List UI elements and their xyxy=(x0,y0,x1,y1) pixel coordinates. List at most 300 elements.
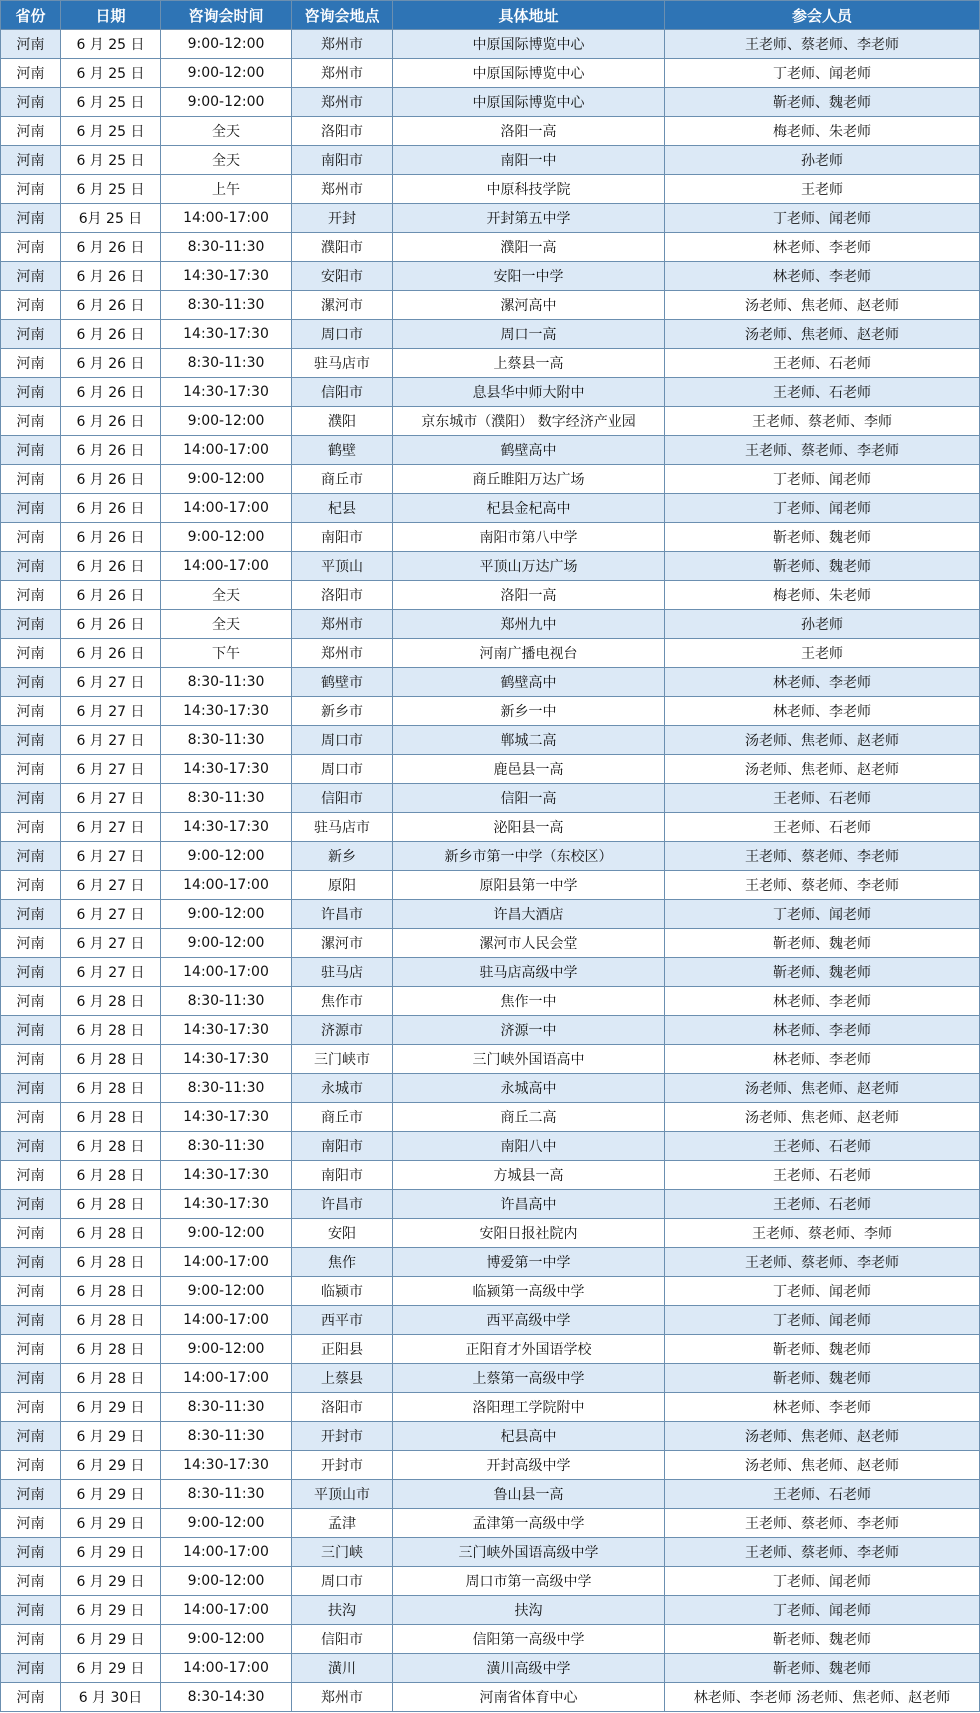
cell-address: 驻马店高级中学 xyxy=(393,958,665,987)
cell-location: 焦作市 xyxy=(292,987,393,1016)
cell-staff: 梅老师、朱老师 xyxy=(665,117,980,146)
cell-location: 郑州市 xyxy=(292,30,393,59)
cell-province: 河南 xyxy=(1,1422,61,1451)
cell-address: 原阳县第一中学 xyxy=(393,871,665,900)
cell-date: 6 月 26 日 xyxy=(61,436,161,465)
cell-time: 9:00-12:00 xyxy=(161,900,292,929)
cell-date: 6 月 27 日 xyxy=(61,871,161,900)
cell-time: 9:00-12:00 xyxy=(161,929,292,958)
cell-date: 6 月 25 日 xyxy=(61,146,161,175)
table-row xyxy=(1,1132,980,1161)
cell-location: 南阳市 xyxy=(292,1161,393,1190)
cell-address: 洛阳一高 xyxy=(393,581,665,610)
cell-time: 9:00-12:00 xyxy=(161,465,292,494)
cell-time: 8:30-11:30 xyxy=(161,1422,292,1451)
cell-province: 河南 xyxy=(1,900,61,929)
cell-staff: 王老师、蔡老师、李老师 xyxy=(665,1538,980,1567)
table-row xyxy=(1,929,980,958)
cell-location: 周口市 xyxy=(292,1567,393,1596)
cell-time: 14:30-17:30 xyxy=(161,1190,292,1219)
cell-staff: 丁老师、闻老师 xyxy=(665,900,980,929)
cell-staff: 林老师、李老师 xyxy=(665,1393,980,1422)
cell-staff: 靳老师、魏老师 xyxy=(665,88,980,117)
cell-location: 驻马店 xyxy=(292,958,393,987)
cell-province: 河南 xyxy=(1,610,61,639)
header-date: 日期 xyxy=(61,1,161,30)
cell-location: 许昌市 xyxy=(292,900,393,929)
cell-time: 8:30-11:30 xyxy=(161,726,292,755)
cell-time: 14:00-17:00 xyxy=(161,958,292,987)
cell-address: 郑州九中 xyxy=(393,610,665,639)
cell-address: 潢川高级中学 xyxy=(393,1654,665,1683)
cell-province: 河南 xyxy=(1,987,61,1016)
cell-province: 河南 xyxy=(1,523,61,552)
cell-staff: 丁老师、闻老师 xyxy=(665,1277,980,1306)
table-row xyxy=(1,552,980,581)
cell-staff: 林老师、李老师 xyxy=(665,262,980,291)
cell-location: 郑州市 xyxy=(292,639,393,668)
cell-time: 14:30-17:30 xyxy=(161,755,292,784)
table-row xyxy=(1,668,980,697)
table-row xyxy=(1,1625,980,1654)
cell-location: 安阳 xyxy=(292,1219,393,1248)
cell-location: 三门峡市 xyxy=(292,1045,393,1074)
table-row xyxy=(1,1480,980,1509)
cell-time: 9:00-12:00 xyxy=(161,1335,292,1364)
cell-time: 9:00-12:00 xyxy=(161,1567,292,1596)
table-row xyxy=(1,349,980,378)
cell-time: 14:00-17:00 xyxy=(161,1654,292,1683)
cell-location: 焦作 xyxy=(292,1248,393,1277)
cell-location: 商丘市 xyxy=(292,465,393,494)
cell-staff: 王老师、石老师 xyxy=(665,378,980,407)
cell-date: 6 月 26 日 xyxy=(61,291,161,320)
cell-address: 焦作一中 xyxy=(393,987,665,1016)
cell-staff: 靳老师、魏老师 xyxy=(665,958,980,987)
cell-address: 鹿邑县一高 xyxy=(393,755,665,784)
table-row xyxy=(1,233,980,262)
cell-staff: 林老师、李老师 xyxy=(665,987,980,1016)
cell-location: 郑州市 xyxy=(292,88,393,117)
cell-date: 6 月 27 日 xyxy=(61,755,161,784)
cell-time: 14:30-17:30 xyxy=(161,813,292,842)
cell-location: 临颍市 xyxy=(292,1277,393,1306)
cell-staff: 汤老师、焦老师、赵老师 xyxy=(665,1074,980,1103)
cell-staff: 梅老师、朱老师 xyxy=(665,581,980,610)
cell-location: 扶沟 xyxy=(292,1596,393,1625)
cell-province: 河南 xyxy=(1,1654,61,1683)
cell-address: 濮阳一高 xyxy=(393,233,665,262)
cell-province: 河南 xyxy=(1,581,61,610)
cell-date: 6 月 26 日 xyxy=(61,639,161,668)
cell-staff: 靳老师、魏老师 xyxy=(665,1364,980,1393)
cell-date: 6 月 26 日 xyxy=(61,407,161,436)
table-row xyxy=(1,1509,980,1538)
cell-province: 河南 xyxy=(1,465,61,494)
cell-time: 9:00-12:00 xyxy=(161,1509,292,1538)
cell-date: 6 月 25 日 xyxy=(61,117,161,146)
cell-province: 河南 xyxy=(1,407,61,436)
cell-date: 6 月 25 日 xyxy=(61,175,161,204)
cell-time: 8:30-11:30 xyxy=(161,349,292,378)
table-row xyxy=(1,175,980,204)
cell-date: 6 月 26 日 xyxy=(61,349,161,378)
cell-province: 河南 xyxy=(1,697,61,726)
cell-address: 中原科技学院 xyxy=(393,175,665,204)
cell-date: 6 月 27 日 xyxy=(61,842,161,871)
cell-staff: 王老师、石老师 xyxy=(665,784,980,813)
cell-address: 正阳育才外国语学校 xyxy=(393,1335,665,1364)
table-row xyxy=(1,146,980,175)
cell-time: 9:00-12:00 xyxy=(161,523,292,552)
table-row xyxy=(1,30,980,59)
cell-province: 河南 xyxy=(1,871,61,900)
cell-staff: 靳老师、魏老师 xyxy=(665,1654,980,1683)
cell-province: 河南 xyxy=(1,436,61,465)
cell-time: 8:30-11:30 xyxy=(161,1132,292,1161)
cell-address: 周口市第一高级中学 xyxy=(393,1567,665,1596)
table-row xyxy=(1,1364,980,1393)
table-row xyxy=(1,1190,980,1219)
table-row xyxy=(1,1335,980,1364)
cell-time: 全天 xyxy=(161,581,292,610)
cell-time: 9:00-12:00 xyxy=(161,407,292,436)
cell-province: 河南 xyxy=(1,204,61,233)
cell-location: 驻马店市 xyxy=(292,349,393,378)
cell-date: 6 月 27 日 xyxy=(61,726,161,755)
cell-province: 河南 xyxy=(1,88,61,117)
header-address: 具体地址 xyxy=(393,1,665,30)
cell-date: 6 月 26 日 xyxy=(61,610,161,639)
cell-date: 6 月 28 日 xyxy=(61,1277,161,1306)
cell-province: 河南 xyxy=(1,1219,61,1248)
cell-date: 6 月 25 日 xyxy=(61,30,161,59)
cell-location: 永城市 xyxy=(292,1074,393,1103)
cell-staff: 丁老师、闻老师 xyxy=(665,465,980,494)
cell-date: 6 月 26 日 xyxy=(61,262,161,291)
cell-staff: 王老师、蔡老师、李老师 xyxy=(665,871,980,900)
cell-province: 河南 xyxy=(1,726,61,755)
cell-province: 河南 xyxy=(1,30,61,59)
cell-time: 8:30-11:30 xyxy=(161,291,292,320)
table-row xyxy=(1,204,980,233)
cell-address: 开封第五中学 xyxy=(393,204,665,233)
cell-date: 6 月 28 日 xyxy=(61,1190,161,1219)
table-row xyxy=(1,1538,980,1567)
cell-location: 濮阳 xyxy=(292,407,393,436)
table-row xyxy=(1,1074,980,1103)
cell-time: 14:00-17:00 xyxy=(161,1306,292,1335)
cell-date: 6 月 28 日 xyxy=(61,1306,161,1335)
cell-province: 河南 xyxy=(1,378,61,407)
cell-province: 河南 xyxy=(1,1248,61,1277)
cell-location: 上蔡县 xyxy=(292,1364,393,1393)
cell-date: 6 月 26 日 xyxy=(61,378,161,407)
table-row xyxy=(1,1393,980,1422)
cell-location: 正阳县 xyxy=(292,1335,393,1364)
cell-location: 漯河市 xyxy=(292,929,393,958)
cell-time: 14:00-17:00 xyxy=(161,1248,292,1277)
cell-province: 河南 xyxy=(1,1045,61,1074)
cell-province: 河南 xyxy=(1,1190,61,1219)
table-row xyxy=(1,755,980,784)
cell-address: 洛阳一高 xyxy=(393,117,665,146)
cell-location: 平顶山市 xyxy=(292,1480,393,1509)
cell-location: 开封市 xyxy=(292,1451,393,1480)
table-row xyxy=(1,1451,980,1480)
cell-location: 鹤壁市 xyxy=(292,668,393,697)
cell-staff: 林老师、李老师 xyxy=(665,1045,980,1074)
cell-province: 河南 xyxy=(1,1567,61,1596)
table-body xyxy=(1,30,980,1712)
cell-date: 6 月 27 日 xyxy=(61,668,161,697)
cell-date: 6 月 28 日 xyxy=(61,1045,161,1074)
cell-time: 8:30-11:30 xyxy=(161,987,292,1016)
cell-date: 6 月 29 日 xyxy=(61,1451,161,1480)
cell-date: 6 月 28 日 xyxy=(61,1248,161,1277)
cell-staff: 丁老师、闻老师 xyxy=(665,1306,980,1335)
cell-staff: 靳老师、魏老师 xyxy=(665,523,980,552)
cell-address: 信阳第一高级中学 xyxy=(393,1625,665,1654)
table-row xyxy=(1,262,980,291)
cell-province: 河南 xyxy=(1,1103,61,1132)
cell-staff: 王老师、蔡老师、李老师 xyxy=(665,30,980,59)
cell-time: 14:30-17:30 xyxy=(161,262,292,291)
cell-time: 8:30-11:30 xyxy=(161,1480,292,1509)
cell-staff: 王老师、蔡老师、李师 xyxy=(665,407,980,436)
table-row xyxy=(1,1277,980,1306)
cell-time: 9:00-12:00 xyxy=(161,30,292,59)
cell-province: 河南 xyxy=(1,1683,61,1712)
cell-staff: 王老师、蔡老师、李老师 xyxy=(665,1248,980,1277)
table-row xyxy=(1,1306,980,1335)
cell-staff: 王老师、石老师 xyxy=(665,813,980,842)
cell-staff: 丁老师、闻老师 xyxy=(665,1567,980,1596)
cell-address: 信阳一高 xyxy=(393,784,665,813)
cell-location: 开封 xyxy=(292,204,393,233)
cell-time: 14:30-17:30 xyxy=(161,1103,292,1132)
cell-address: 南阳市第八中学 xyxy=(393,523,665,552)
table-row xyxy=(1,407,980,436)
cell-address: 河南省体育中心 xyxy=(393,1683,665,1712)
cell-staff: 汤老师、焦老师、赵老师 xyxy=(665,1451,980,1480)
cell-address: 河南广播电视台 xyxy=(393,639,665,668)
cell-location: 三门峡 xyxy=(292,1538,393,1567)
cell-time: 14:30-17:30 xyxy=(161,378,292,407)
cell-date: 6 月 25 日 xyxy=(61,88,161,117)
cell-location: 洛阳市 xyxy=(292,581,393,610)
cell-address: 方城县一高 xyxy=(393,1161,665,1190)
cell-staff: 王老师、石老师 xyxy=(665,1161,980,1190)
table-row xyxy=(1,1596,980,1625)
cell-time: 8:30-14:30 xyxy=(161,1683,292,1712)
cell-time: 9:00-12:00 xyxy=(161,59,292,88)
cell-location: 济源市 xyxy=(292,1016,393,1045)
cell-date: 6 月 29 日 xyxy=(61,1393,161,1422)
table-row xyxy=(1,610,980,639)
cell-time: 全天 xyxy=(161,117,292,146)
cell-staff: 汤老师、焦老师、赵老师 xyxy=(665,291,980,320)
cell-time: 9:00-12:00 xyxy=(161,1219,292,1248)
cell-time: 14:00-17:00 xyxy=(161,204,292,233)
cell-location: 信阳市 xyxy=(292,784,393,813)
cell-address: 永城高中 xyxy=(393,1074,665,1103)
cell-location: 鹤壁 xyxy=(292,436,393,465)
cell-time: 14:30-17:30 xyxy=(161,1045,292,1074)
cell-location: 孟津 xyxy=(292,1509,393,1538)
cell-staff: 丁老师、闻老师 xyxy=(665,1596,980,1625)
table-row xyxy=(1,639,980,668)
cell-address: 漯河高中 xyxy=(393,291,665,320)
cell-province: 河南 xyxy=(1,1538,61,1567)
table-row xyxy=(1,697,980,726)
cell-staff: 林老师、李老师 汤老师、焦老师、赵老师 xyxy=(665,1683,980,1712)
cell-location: 洛阳市 xyxy=(292,117,393,146)
cell-staff: 丁老师、闻老师 xyxy=(665,59,980,88)
cell-location: 杞县 xyxy=(292,494,393,523)
cell-date: 6 月 29 日 xyxy=(61,1422,161,1451)
cell-province: 河南 xyxy=(1,668,61,697)
cell-staff: 孙老师 xyxy=(665,146,980,175)
cell-location: 商丘市 xyxy=(292,1103,393,1132)
cell-staff: 王老师、石老师 xyxy=(665,349,980,378)
cell-date: 6 月 28 日 xyxy=(61,1016,161,1045)
cell-date: 6 月 29 日 xyxy=(61,1654,161,1683)
header-province: 省份 xyxy=(1,1,61,30)
table-row xyxy=(1,1567,980,1596)
cell-date: 6 月 26 日 xyxy=(61,233,161,262)
table-row xyxy=(1,494,980,523)
header-row xyxy=(1,1,980,30)
cell-province: 河南 xyxy=(1,1161,61,1190)
cell-address: 鲁山县一高 xyxy=(393,1480,665,1509)
cell-date: 6 月 27 日 xyxy=(61,784,161,813)
cell-location: 南阳市 xyxy=(292,146,393,175)
cell-time: 8:30-11:30 xyxy=(161,233,292,262)
cell-province: 河南 xyxy=(1,813,61,842)
table-row xyxy=(1,117,980,146)
cell-address: 中原国际博览中心 xyxy=(393,88,665,117)
cell-address: 新乡一中 xyxy=(393,697,665,726)
cell-province: 河南 xyxy=(1,1016,61,1045)
cell-staff: 孙老师 xyxy=(665,610,980,639)
cell-address: 新乡市第一中学（东校区） xyxy=(393,842,665,871)
table-row xyxy=(1,523,980,552)
cell-address: 息县华中师大附中 xyxy=(393,378,665,407)
cell-location: 潢川 xyxy=(292,1654,393,1683)
cell-time: 8:30-11:30 xyxy=(161,668,292,697)
cell-province: 河南 xyxy=(1,639,61,668)
cell-staff: 王老师、石老师 xyxy=(665,1132,980,1161)
table-row xyxy=(1,1219,980,1248)
cell-location: 郑州市 xyxy=(292,59,393,88)
cell-date: 6月 25 日 xyxy=(61,204,161,233)
table-row xyxy=(1,581,980,610)
cell-staff: 汤老师、焦老师、赵老师 xyxy=(665,726,980,755)
table-row xyxy=(1,1103,980,1132)
cell-location: 濮阳市 xyxy=(292,233,393,262)
cell-location: 信阳市 xyxy=(292,1625,393,1654)
cell-province: 河南 xyxy=(1,1596,61,1625)
cell-staff: 王老师、石老师 xyxy=(665,1480,980,1509)
cell-province: 河南 xyxy=(1,1074,61,1103)
cell-staff: 靳老师、魏老师 xyxy=(665,929,980,958)
cell-location: 驻马店市 xyxy=(292,813,393,842)
cell-province: 河南 xyxy=(1,1364,61,1393)
cell-date: 6 月 29 日 xyxy=(61,1596,161,1625)
cell-date: 6 月 28 日 xyxy=(61,1103,161,1132)
cell-address: 商丘睢阳万达广场 xyxy=(393,465,665,494)
cell-address: 周口一高 xyxy=(393,320,665,349)
cell-time: 14:30-17:30 xyxy=(161,1161,292,1190)
cell-staff: 靳老师、魏老师 xyxy=(665,552,980,581)
cell-location: 原阳 xyxy=(292,871,393,900)
cell-staff: 王老师 xyxy=(665,175,980,204)
cell-address: 许昌高中 xyxy=(393,1190,665,1219)
cell-date: 6 月 26 日 xyxy=(61,320,161,349)
cell-address: 杞县高中 xyxy=(393,1422,665,1451)
cell-address: 安阳一中学 xyxy=(393,262,665,291)
cell-address: 临颍第一高级中学 xyxy=(393,1277,665,1306)
cell-address: 京东城市（濮阳） 数字经济产业园 xyxy=(393,407,665,436)
cell-time: 9:00-12:00 xyxy=(161,842,292,871)
cell-date: 6 月 27 日 xyxy=(61,900,161,929)
cell-province: 河南 xyxy=(1,1277,61,1306)
cell-staff: 林老师、李老师 xyxy=(665,233,980,262)
cell-time: 14:30-17:30 xyxy=(161,1451,292,1480)
cell-staff: 汤老师、焦老师、赵老师 xyxy=(665,1103,980,1132)
cell-time: 全天 xyxy=(161,610,292,639)
table-row xyxy=(1,378,980,407)
header-location: 咨询会地点 xyxy=(292,1,393,30)
cell-staff: 王老师 xyxy=(665,639,980,668)
cell-location: 南阳市 xyxy=(292,523,393,552)
cell-location: 南阳市 xyxy=(292,1132,393,1161)
cell-date: 6 月 28 日 xyxy=(61,1364,161,1393)
cell-address: 西平高级中学 xyxy=(393,1306,665,1335)
cell-address: 商丘二高 xyxy=(393,1103,665,1132)
cell-province: 河南 xyxy=(1,320,61,349)
cell-time: 14:00-17:00 xyxy=(161,436,292,465)
cell-address: 三门峡外国语高级中学 xyxy=(393,1538,665,1567)
cell-address: 泌阳县一高 xyxy=(393,813,665,842)
cell-location: 郑州市 xyxy=(292,610,393,639)
cell-province: 河南 xyxy=(1,233,61,262)
cell-time: 14:00-17:00 xyxy=(161,871,292,900)
cell-province: 河南 xyxy=(1,494,61,523)
cell-province: 河南 xyxy=(1,1393,61,1422)
cell-address: 博爱第一中学 xyxy=(393,1248,665,1277)
cell-date: 6 月 28 日 xyxy=(61,1161,161,1190)
cell-address: 上蔡第一高级中学 xyxy=(393,1364,665,1393)
cell-province: 河南 xyxy=(1,262,61,291)
cell-time: 8:30-11:30 xyxy=(161,784,292,813)
table-row xyxy=(1,871,980,900)
table-row xyxy=(1,59,980,88)
cell-province: 河南 xyxy=(1,552,61,581)
cell-location: 许昌市 xyxy=(292,1190,393,1219)
cell-time: 14:00-17:00 xyxy=(161,1364,292,1393)
cell-time: 14:00-17:00 xyxy=(161,1596,292,1625)
cell-address: 扶沟 xyxy=(393,1596,665,1625)
cell-time: 14:00-17:00 xyxy=(161,1538,292,1567)
cell-address: 鹤壁高中 xyxy=(393,668,665,697)
cell-location: 周口市 xyxy=(292,755,393,784)
cell-staff: 汤老师、焦老师、赵老师 xyxy=(665,755,980,784)
cell-staff: 丁老师、闻老师 xyxy=(665,204,980,233)
cell-date: 6 月 28 日 xyxy=(61,987,161,1016)
cell-date: 6 月 27 日 xyxy=(61,813,161,842)
